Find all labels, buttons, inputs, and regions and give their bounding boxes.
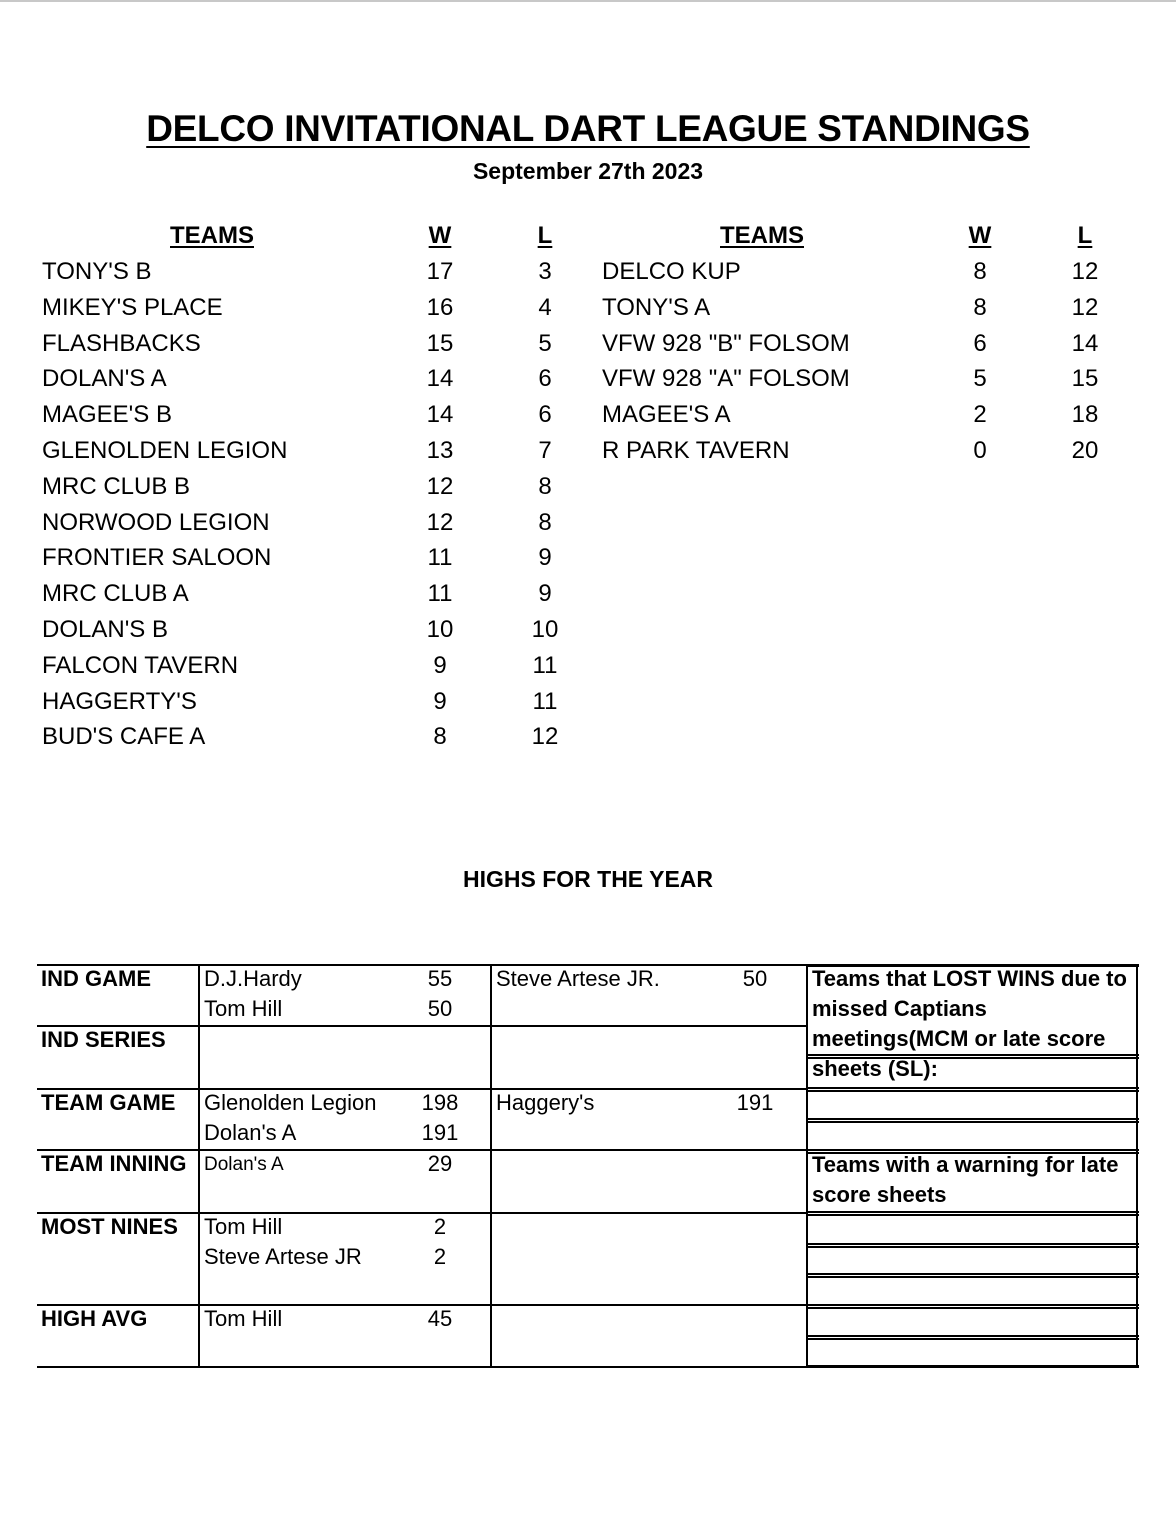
teams-header: TEAMS [170,222,254,249]
notes-box-line [806,1338,1139,1340]
highs-score: 2 [433,1244,447,1269]
team-losses: 18 [1071,401,1099,428]
team-losses: 10 [531,616,559,643]
highs-other-name: Haggery's [496,1090,595,1115]
wins-header: W [968,222,992,249]
team-wins: 17 [426,258,454,285]
highs-score: 29 [427,1151,453,1176]
team-name: GLENOLDEN LEGION [42,437,288,464]
team-wins: 10 [426,616,454,643]
team-name: TONY'S A [602,294,711,321]
team-losses: 6 [538,365,552,392]
notes-box-line [806,1214,1139,1216]
team-name: NORWOOD LEGION [42,509,270,536]
team-wins: 5 [973,365,987,392]
highs-name: Dolan's A [204,1154,284,1175]
team-name: VFW 928 "A" FOLSOM [602,365,850,392]
team-losses: 4 [538,294,552,321]
highs-name: Tom Hill [204,1214,283,1239]
team-wins: 14 [426,401,454,428]
highs-name: Dolan's A [204,1120,297,1145]
team-wins: 14 [426,365,454,392]
team-wins: 8 [433,723,447,750]
team-losses: 12 [531,723,559,750]
standings-date: September 27th 2023 [472,158,704,184]
team-losses: 14 [1071,330,1099,357]
highs-category-label: HIGH AVG [41,1306,148,1331]
team-name: VFW 928 "B" FOLSOM [602,330,850,357]
highs-other-score: 50 [742,966,768,991]
team-name: R PARK TAVERN [602,437,790,464]
team-wins: 12 [426,509,454,536]
team-losses: 9 [538,544,552,571]
team-name: DELCO KUP [602,258,741,285]
team-losses: 12 [1071,258,1099,285]
team-name: MAGEE'S A [602,401,731,428]
team-wins: 15 [426,330,454,357]
lost-wins-note: Teams that LOST WINS due to missed Captians meetings(MCM or late score sheets (SL): [812,966,1127,1081]
notes-box-line [806,1121,1139,1123]
team-wins: 12 [426,473,454,500]
highs-score: 198 [421,1090,459,1115]
highs-category-label: TEAM GAME [41,1090,176,1115]
team-losses: 11 [532,688,558,715]
team-wins: 9 [433,688,447,715]
highs-category-label: IND GAME [41,966,151,991]
team-wins: 0 [973,437,987,464]
notes-box-line [806,1335,1139,1337]
team-name: MRC CLUB B [42,473,191,500]
team-losses: 9 [538,580,552,607]
highs-other-name: Steve Artese JR. [496,966,660,991]
team-losses: 3 [538,258,552,285]
team-wins: 2 [973,401,987,428]
team-name: BUD'S CAFE A [42,723,206,750]
notes-box-line [806,1090,1139,1092]
team-losses: 20 [1071,437,1099,464]
highs-title: HIGHS FOR THE YEAR [462,866,714,892]
notes-box-line [806,1118,1139,1120]
team-name: FLASHBACKS [42,330,201,357]
team-name: MIKEY'S PLACE [42,294,223,321]
teams-header: TEAMS [720,222,804,249]
team-losses: 5 [538,330,552,357]
team-name: DOLAN'S B [42,616,168,643]
page-title: DELCO INVITATIONAL DART LEAGUE STANDINGS [146,108,1030,149]
highs-category-label: MOST NINES [41,1214,178,1239]
warning-note: Teams with a warning for late score sheets [812,1152,1119,1207]
team-name: HAGGERTY'S [42,688,197,715]
team-wins: 11 [427,580,453,607]
highs-name: Glenolden Legion [204,1090,377,1115]
notes-box-line [806,1211,1139,1213]
highs-name: D.J.Hardy [204,966,302,991]
team-wins: 8 [973,294,987,321]
highs-score: 55 [427,966,453,991]
highs-score: 191 [421,1120,459,1145]
team-losses: 11 [532,652,558,679]
team-wins: 8 [973,258,987,285]
wins-header: W [428,222,452,249]
highs-score: 50 [427,996,453,1021]
team-wins: 6 [973,330,987,357]
top-border [0,0,1176,2]
team-losses: 8 [538,509,552,536]
notes-box-line [806,1304,1139,1306]
team-name: FRONTIER SALOON [42,544,272,571]
team-wins: 16 [426,294,454,321]
highs-name: Tom Hill [204,1306,283,1331]
highs-score: 45 [427,1306,453,1331]
notes-box-line [806,1276,1139,1278]
team-losses: 7 [538,437,552,464]
team-wins: 11 [427,544,453,571]
notes-box-line [806,1243,1139,1245]
team-wins: 9 [433,652,447,679]
team-losses: 6 [538,401,552,428]
notes-box-line [806,1307,1139,1309]
notes-box-border [806,1365,1139,1368]
team-name: TONY'S B [42,258,152,285]
losses-header: L [1077,222,1093,249]
highs-name: Steve Artese JR [204,1244,362,1269]
highs-row-divider [37,1366,808,1368]
notes-box-line [806,1273,1139,1275]
team-name: MRC CLUB A [42,580,189,607]
notes-box-line [806,1246,1139,1248]
team-name: FALCON TAVERN [42,652,239,679]
highs-name: Tom Hill [204,996,283,1021]
highs-col-divider [198,964,200,1368]
highs-col-divider [490,964,492,1368]
team-losses: 12 [1071,294,1099,321]
team-losses: 8 [538,473,552,500]
losses-header: L [537,222,553,249]
team-name: MAGEE'S B [42,401,172,428]
notes-box-line [806,1087,1139,1089]
highs-score: 2 [433,1214,447,1239]
highs-category-label: IND SERIES [41,1027,166,1052]
team-wins: 13 [426,437,454,464]
team-losses: 15 [1071,365,1099,392]
highs-other-score: 191 [736,1090,774,1115]
highs-category-label: TEAM INNING [41,1151,187,1176]
team-name: DOLAN'S A [42,365,167,392]
